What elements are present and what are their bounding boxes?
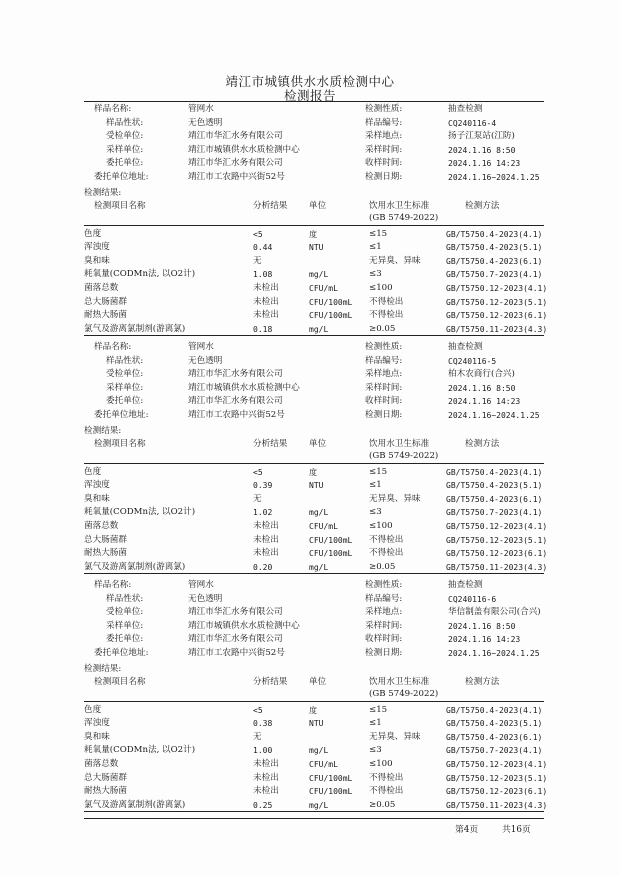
sample-no-label: 样品编号: — [365, 117, 403, 128]
entrust-address-label: 委托单位地址: — [94, 172, 149, 182]
detect-date-label: 检测日期: — [365, 172, 403, 182]
col-header-item: 检测项目名称 — [94, 200, 146, 211]
sampling-time-value: 2024.1.16 8:50 — [448, 145, 516, 155]
sample-no-label: 样品编号: — [365, 355, 403, 366]
detect-nature-label: 检测性质: — [365, 342, 403, 352]
item-name: 耗氧量(CODMn法, 以O2计) — [84, 269, 196, 280]
client-unit-value: 靖江市华汇水务有限公司 — [188, 607, 283, 618]
entrust-address-value: 靖江市工农路中兴街52号 — [188, 648, 285, 658]
item-unit: CFU/100mL — [309, 549, 353, 559]
item-method: GB/T5750.7-2023(4.1) — [446, 508, 543, 518]
client-unit-value: 靖江市华汇水务有限公司 — [188, 369, 283, 380]
item-method: GB/T5750.7-2023(4.1) — [446, 746, 543, 756]
item-name: 耐热大肠菌 — [84, 786, 127, 797]
block-end-divider — [84, 811, 544, 812]
item-unit: 度 — [309, 229, 317, 239]
item-name: 浑浊度 — [84, 480, 110, 491]
entrust-unit-value: 靖江市华汇水务有限公司 — [188, 158, 283, 169]
item-result: 未检出 — [253, 534, 279, 545]
item-standard: 不得检出 — [369, 534, 404, 545]
item-method: GB/T5750.12-2023(6.1) — [446, 549, 548, 559]
item-method: GB/T5750.7-2023(4.1) — [446, 270, 543, 280]
item-name: 色度 — [84, 704, 102, 715]
item-result: 0.38 — [253, 719, 273, 729]
sampling-time-value: 2024.1.16 8:50 — [448, 383, 516, 393]
col-header-unit: 单位 — [309, 438, 327, 449]
sample-name-value: 管网水 — [188, 104, 214, 114]
item-method: GB/T5750.4-2023(4.1) — [446, 467, 543, 477]
item-name: 菌落总数 — [84, 759, 119, 769]
item-name: 臭和味 — [84, 255, 110, 266]
item-unit: NTU — [309, 719, 324, 729]
entrust-address-value: 靖江市工农路中兴街52号 — [188, 172, 285, 182]
sample-name-value: 管网水 — [188, 580, 214, 590]
item-method: GB/T5750.4-2023(6.1) — [446, 256, 543, 266]
sampling-unit-value: 靖江市城镇供水水质检测中心 — [188, 620, 300, 631]
item-result: 1.02 — [253, 508, 273, 518]
col-header-result: 分析结果 — [253, 676, 288, 687]
sampling-unit-value: 靖江市城镇供水水质检测中心 — [188, 382, 300, 393]
col-header-method: 检测方法 — [465, 676, 500, 687]
item-standard: ≤15 — [369, 228, 388, 239]
item-result: 未检出 — [253, 786, 279, 797]
item-standard: ≤15 — [369, 704, 388, 715]
sampling-site-label: 采样地点: — [365, 607, 403, 618]
col-header-standard-code: (GB 5749-2022) — [369, 688, 439, 699]
item-result: 0.25 — [253, 800, 273, 810]
item-name: 氯气及游离氯制剂(游离氯) — [84, 323, 186, 334]
item-name: 耐热大肠菌 — [84, 548, 127, 559]
client-unit-label: 受检单位: — [106, 131, 144, 142]
item-standard: ≥0.05 — [369, 799, 396, 810]
item-standard: ≤3 — [369, 507, 382, 518]
item-unit: CFU/mL — [309, 284, 338, 293]
item-result: 0.18 — [253, 324, 273, 334]
col-header-method: 检测方法 — [465, 200, 500, 211]
col-header-standard: 饮用水卫生标准 — [369, 438, 430, 449]
item-unit: CFU/100mL — [309, 773, 353, 783]
item-method: GB/T5750.12-2023(6.1) — [446, 787, 548, 797]
col-header-method: 检测方法 — [465, 438, 500, 449]
sample-name-label: 样品名称: — [94, 342, 132, 352]
item-method: GB/T5750.12-2023(4.1) — [446, 522, 548, 531]
sampling-site-value: 华信制盖有限公司(合兴) — [448, 607, 541, 618]
sample-no-value: CQ240116-6 — [448, 594, 497, 604]
detect-nature-label: 检测性质: — [365, 104, 403, 114]
detect-nature-label: 检测性质: — [365, 580, 403, 590]
item-result: 无 — [253, 493, 262, 504]
sampling-time-label: 采样时间: — [365, 382, 403, 393]
sampling-unit-value: 靖江市城镇供水水质检测中心 — [188, 144, 300, 155]
col-header-item: 检测项目名称 — [94, 676, 146, 687]
item-standard: ≤100 — [369, 283, 393, 293]
item-name: 总大肠菌群 — [84, 296, 127, 307]
sampling-time-label: 采样时间: — [365, 620, 403, 631]
item-standard: ≥0.05 — [369, 323, 396, 334]
item-method: GB/T5750.11-2023(4.3) — [446, 324, 548, 334]
item-unit: NTU — [309, 243, 324, 253]
item-result: 0.20 — [253, 562, 273, 572]
entrust-address-label: 委托单位地址: — [94, 648, 149, 658]
sampling-unit-label: 采样单位: — [106, 620, 144, 631]
entrust-unit-value: 靖江市华汇水务有限公司 — [188, 634, 283, 645]
item-unit: CFU/100mL — [309, 535, 353, 545]
page-total: 共16页 — [502, 825, 531, 835]
sample-name-label: 样品名称: — [94, 580, 132, 590]
item-name: 耗氧量(CODMn法, 以O2计) — [84, 745, 196, 756]
sample-name-value: 管网水 — [188, 342, 214, 352]
client-unit-label: 受检单位: — [106, 369, 144, 380]
item-standard: 不得检出 — [369, 310, 404, 321]
item-unit: mg/L — [309, 270, 329, 280]
item-method: GB/T5750.12-2023(5.1) — [446, 773, 548, 783]
report-title: 靖江市城镇供水水质检测中心 — [225, 74, 395, 89]
table-header-divider — [84, 701, 544, 702]
sample-nature-label: 样品性状: — [106, 593, 144, 604]
detect-nature-value: 抽查检测 — [448, 342, 483, 352]
item-name: 臭和味 — [84, 493, 110, 504]
receive-time-value: 2024.1.16 14:23 — [448, 635, 521, 645]
item-method: GB/T5750.12-2023(4.1) — [446, 284, 548, 293]
item-standard: 不得检出 — [369, 772, 404, 783]
report-subtitle: 检测报告 — [283, 88, 336, 103]
item-method: GB/T5750.12-2023(6.1) — [446, 311, 548, 321]
col-header-standard: 饮用水卫生标准 — [369, 200, 430, 211]
table-header-divider — [84, 225, 544, 226]
item-standard: ≤100 — [369, 759, 393, 769]
item-unit: CFU/100mL — [309, 311, 353, 321]
entrust-unit-label: 委托单位: — [106, 158, 144, 169]
item-name: 浑浊度 — [84, 718, 110, 729]
detect-date-value: 2024.1.16~2024.1.25 — [448, 173, 540, 182]
sample-nature-label: 样品性状: — [106, 117, 144, 128]
item-standard: 无异臭、异味 — [369, 255, 421, 266]
client-unit-label: 受检单位: — [106, 607, 144, 618]
footer-divider — [84, 818, 544, 819]
item-standard: 不得检出 — [369, 296, 404, 307]
item-result: 未检出 — [253, 521, 279, 531]
item-method: GB/T5750.12-2023(5.1) — [446, 535, 548, 545]
receive-time-label: 收样时间: — [365, 158, 403, 169]
item-result: 1.00 — [253, 746, 273, 756]
receive-time-value: 2024.1.16 14:23 — [448, 159, 521, 169]
detect-date-label: 检测日期: — [365, 410, 403, 420]
results-label: 检测结果: — [84, 663, 122, 674]
col-header-standard-code: (GB 5749-2022) — [369, 450, 439, 461]
client-unit-value: 靖江市华汇水务有限公司 — [188, 131, 283, 142]
sample-no-value: CQ240116-5 — [448, 356, 497, 366]
sampling-unit-label: 采样单位: — [106, 144, 144, 155]
item-result: 0.44 — [253, 243, 273, 253]
item-result: 0.39 — [253, 481, 273, 491]
item-method: GB/T5750.4-2023(6.1) — [446, 494, 543, 504]
item-method: GB/T5750.4-2023(5.1) — [446, 719, 543, 729]
col-header-standard-code: (GB 5749-2022) — [369, 212, 439, 223]
entrust-address-label: 委托单位地址: — [94, 410, 149, 420]
item-standard: 不得检出 — [369, 548, 404, 559]
item-result: 未检出 — [253, 772, 279, 783]
entrust-address-value: 靖江市工农路中兴街52号 — [188, 410, 285, 420]
sample-no-value: CQ240116-4 — [448, 118, 497, 128]
item-name: 总大肠菌群 — [84, 772, 127, 783]
item-standard: ≤15 — [369, 466, 388, 477]
sampling-unit-label: 采样单位: — [106, 382, 144, 393]
item-method: GB/T5750.12-2023(4.1) — [446, 760, 548, 769]
item-name: 总大肠菌群 — [84, 534, 127, 545]
item-name: 菌落总数 — [84, 521, 119, 531]
detect-date-label: 检测日期: — [365, 648, 403, 658]
sample-nature-value: 无色透明 — [188, 355, 223, 366]
detect-nature-value: 抽查检测 — [448, 580, 483, 590]
title-divider — [84, 101, 544, 102]
item-name: 色度 — [84, 466, 102, 477]
item-standard: ≤100 — [369, 521, 393, 531]
item-name: 氯气及游离氯制剂(游离氯) — [84, 561, 186, 572]
entrust-unit-label: 委托单位: — [106, 396, 144, 407]
sample-nature-value: 无色透明 — [188, 593, 223, 604]
item-standard: 不得检出 — [369, 786, 404, 797]
detect-date-value: 2024.1.16~2024.1.25 — [448, 411, 540, 420]
item-standard: ≤1 — [369, 718, 382, 729]
item-unit: mg/L — [309, 800, 329, 810]
results-label: 检测结果: — [84, 425, 122, 436]
block-end-divider — [84, 573, 544, 574]
item-method: GB/T5750.4-2023(5.1) — [446, 243, 543, 253]
item-method: GB/T5750.12-2023(5.1) — [446, 297, 548, 307]
sampling-time-label: 采样时间: — [365, 144, 403, 155]
col-header-unit: 单位 — [309, 676, 327, 687]
detect-nature-value: 抽查检测 — [448, 104, 483, 114]
col-header-result: 分析结果 — [253, 200, 288, 211]
receive-time-value: 2024.1.16 14:23 — [448, 397, 521, 407]
item-result: 未检出 — [253, 548, 279, 559]
item-result: 未检出 — [253, 283, 279, 293]
item-unit: NTU — [309, 481, 324, 491]
item-result: <5 — [253, 229, 263, 239]
item-name: 臭和味 — [84, 731, 110, 742]
sample-no-label: 样品编号: — [365, 593, 403, 604]
item-result: 无 — [253, 255, 262, 266]
sampling-site-value: 柏木农商行(合兴) — [448, 369, 515, 380]
sampling-time-value: 2024.1.16 8:50 — [448, 621, 516, 631]
item-unit: CFU/100mL — [309, 787, 353, 797]
item-unit: CFU/mL — [309, 760, 338, 769]
results-label: 检测结果: — [84, 187, 122, 198]
item-standard: 无异臭、异味 — [369, 731, 421, 742]
item-result: 未检出 — [253, 296, 279, 307]
table-header-divider — [84, 463, 544, 464]
item-result: <5 — [253, 467, 263, 477]
sample-nature-label: 样品性状: — [106, 355, 144, 366]
item-result: 未检出 — [253, 759, 279, 769]
sampling-site-label: 采样地点: — [365, 131, 403, 142]
receive-time-label: 收样时间: — [365, 634, 403, 645]
item-unit: CFU/mL — [309, 522, 338, 531]
item-method: GB/T5750.4-2023(4.1) — [446, 229, 543, 239]
item-standard: ≤1 — [369, 480, 382, 491]
item-result: 1.08 — [253, 270, 273, 280]
col-header-result: 分析结果 — [253, 438, 288, 449]
item-unit: mg/L — [309, 746, 329, 756]
item-method: GB/T5750.11-2023(4.3) — [446, 800, 548, 810]
item-standard: ≤3 — [369, 745, 382, 756]
item-method: GB/T5750.11-2023(4.3) — [446, 562, 548, 572]
sampling-site-label: 采样地点: — [365, 369, 403, 380]
entrust-unit-value: 靖江市华汇水务有限公司 — [188, 396, 283, 407]
sample-name-label: 样品名称: — [94, 104, 132, 114]
col-header-item: 检测项目名称 — [94, 438, 146, 449]
item-method: GB/T5750.4-2023(4.1) — [446, 705, 543, 715]
item-name: 氯气及游离氯制剂(游离氯) — [84, 799, 186, 810]
item-result: <5 — [253, 705, 263, 715]
item-method: GB/T5750.4-2023(6.1) — [446, 732, 543, 742]
page-number: 第4页 — [455, 825, 479, 835]
item-standard: ≤3 — [369, 269, 382, 280]
receive-time-label: 收样时间: — [365, 396, 403, 407]
entrust-unit-label: 委托单位: — [106, 634, 144, 645]
col-header-unit: 单位 — [309, 200, 327, 211]
item-standard: 无异臭、异味 — [369, 493, 421, 504]
block-end-divider — [84, 335, 544, 336]
item-name: 耐热大肠菌 — [84, 310, 127, 321]
item-unit: 度 — [309, 705, 317, 715]
item-method: GB/T5750.4-2023(5.1) — [446, 481, 543, 491]
col-header-standard: 饮用水卫生标准 — [369, 676, 430, 687]
detect-date-value: 2024.1.16~2024.1.25 — [448, 649, 540, 658]
item-unit: mg/L — [309, 324, 329, 334]
item-result: 未检出 — [253, 310, 279, 321]
item-name: 色度 — [84, 228, 102, 239]
sample-nature-value: 无色透明 — [188, 117, 223, 128]
item-unit: CFU/100mL — [309, 297, 353, 307]
item-name: 菌落总数 — [84, 283, 119, 293]
sampling-site-value: 扬子江泵站(江防) — [448, 131, 515, 142]
item-name: 耗氧量(CODMn法, 以O2计) — [84, 507, 196, 518]
item-result: 无 — [253, 731, 262, 742]
item-unit: mg/L — [309, 508, 329, 518]
item-unit: 度 — [309, 467, 317, 477]
item-name: 浑浊度 — [84, 242, 110, 253]
item-standard: ≥0.05 — [369, 561, 396, 572]
item-unit: mg/L — [309, 562, 329, 572]
item-standard: ≤1 — [369, 242, 382, 253]
